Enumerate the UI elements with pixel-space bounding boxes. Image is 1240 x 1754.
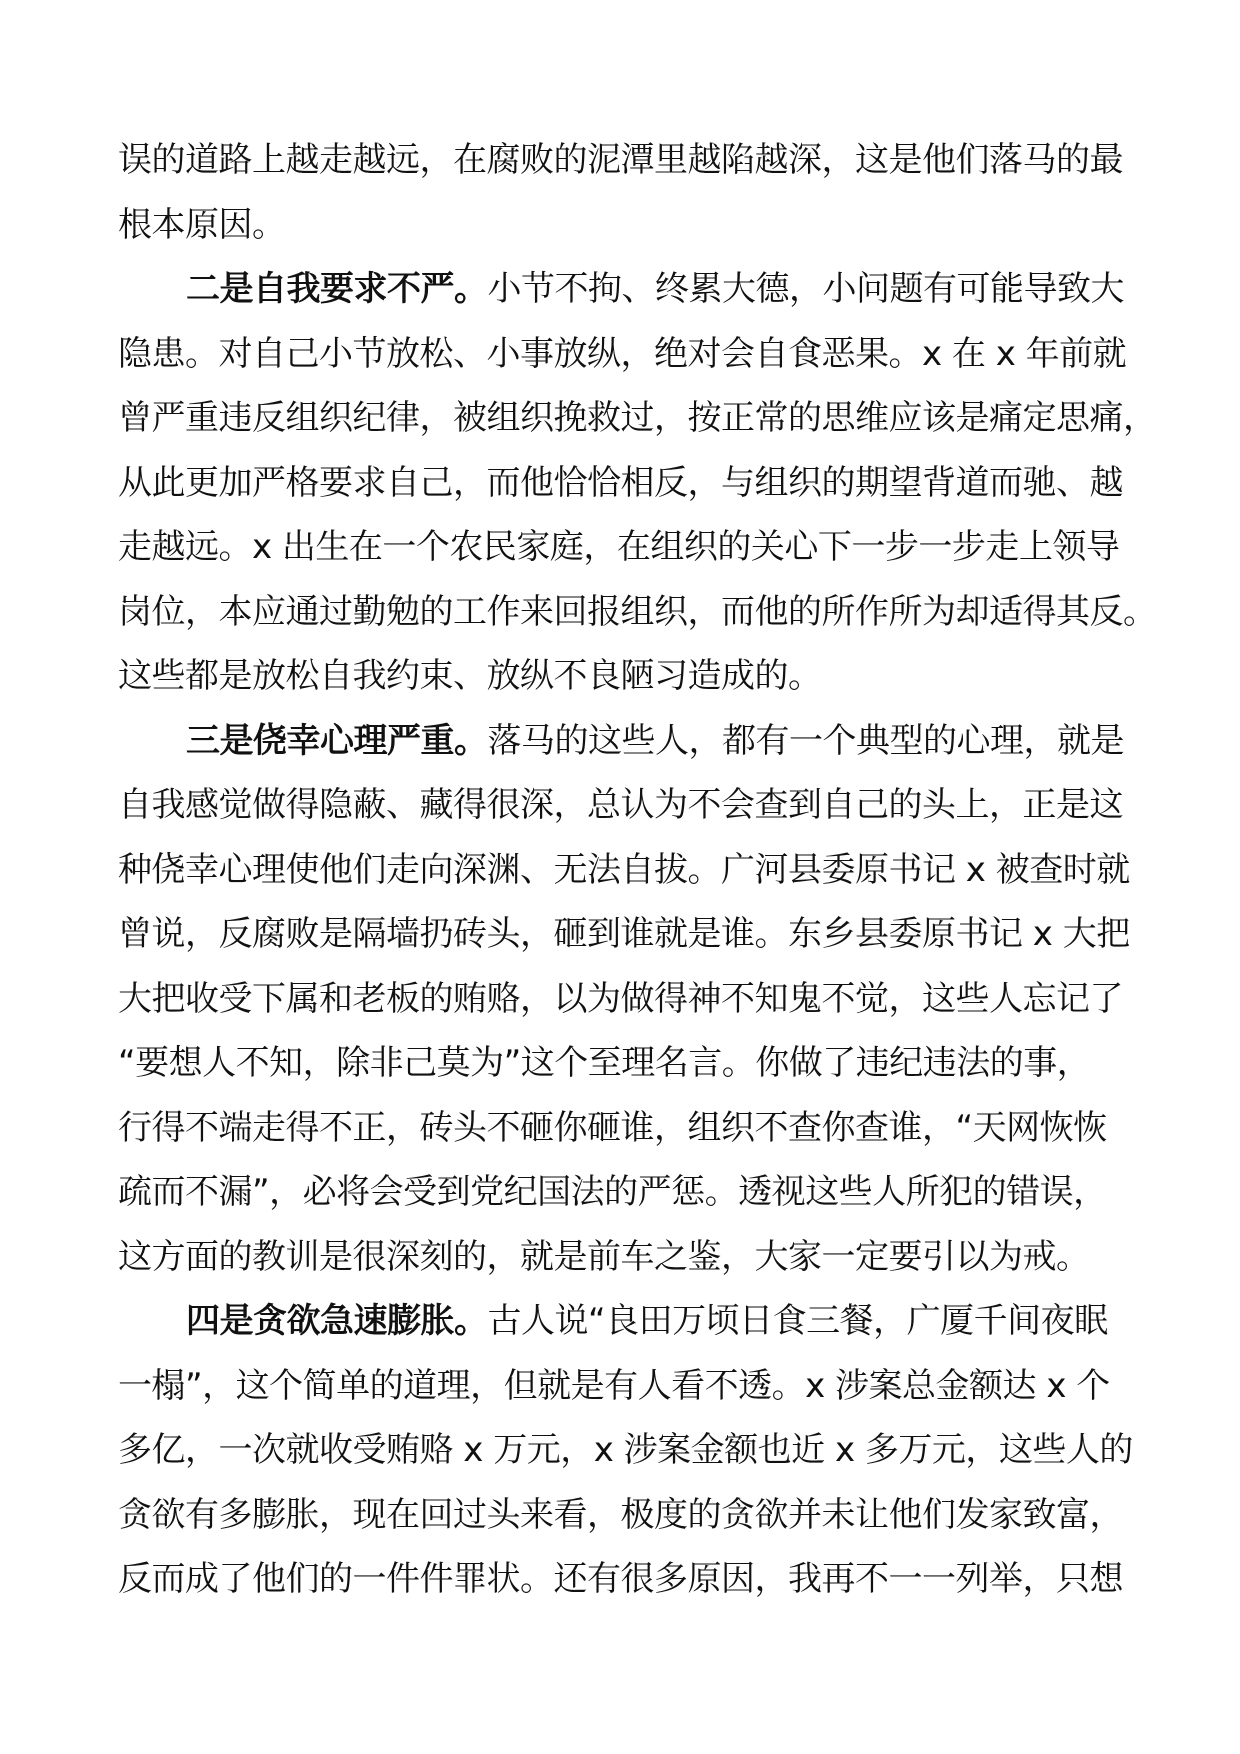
paragraph-heading: 三是侥幸心理严重。 bbox=[186, 720, 488, 761]
text-line: 一榻”，这个简单的道理，但就是有人看不透。x 涉案总金额达 x 个 bbox=[118, 1365, 1110, 1406]
paragraph-heading: 四是贪欲急速膨胀。 bbox=[186, 1301, 488, 1341]
text-line: 根本原因。 bbox=[118, 204, 286, 245]
text-line: 曾说，反腐败是隔墙扔砖头，砸到谁就是谁。东乡县委原书记 x 大把 bbox=[118, 914, 1130, 954]
text-fragment: 古人说“良田万顷日食三餐，广厦千间夜眠 bbox=[487, 1301, 1108, 1341]
document-body bbox=[118, 128, 1157, 1612]
text-line: 隐患。对自己小节放松、小事放纵，绝对会自食恶果。x 在 x 年前就 bbox=[118, 333, 1127, 374]
paragraph-heading: 二是自我要求不严。 bbox=[186, 269, 488, 309]
text-line: 行得不端走得不正，砖头不砸你砸谁，组织不查你查谁，“天网恢恢 bbox=[118, 1107, 1107, 1148]
text-fragment: 落马的这些人，都有一个典型的心理，就是 bbox=[487, 720, 1124, 761]
text-line: 大把收受下属和老板的贿赂，以为做得神不知鬼不觉，这些人忘记了 bbox=[118, 978, 1123, 1019]
text-line: 这些都是放松自我约束、放纵不良陋习造成的。 bbox=[118, 656, 822, 696]
text-line: 反而成了他们的一件件罪状。还有很多原因，我再不一一列举，只想 bbox=[118, 1559, 1123, 1599]
text-line: 岗位，本应通过勤勉的工作来回报组织，而他的所作所为却适得其反。 bbox=[118, 591, 1157, 632]
paragraph-continuation bbox=[118, 128, 1138, 257]
text-line: 从此更加严格要求自己，而他恰恰相反，与组织的期望背道而驰、越 bbox=[118, 462, 1123, 503]
paragraph-self-discipline bbox=[118, 257, 1157, 709]
text-line: 自我感觉做得隐蔽、藏得很深，总认为不会查到自己的头上，正是这 bbox=[118, 785, 1123, 825]
text-line: “要想人不知，除非己莫为”这个至理名言。你做了违纪违法的事， bbox=[118, 1043, 1091, 1083]
text-line: 种侥幸心理使他们走向深渊、无法自拔。广河县委原书记 x 被查时就 bbox=[118, 849, 1130, 890]
text-line: 误的道路上越走越远，在腐败的泥潭里越陷越深，这是他们落马的最 bbox=[118, 140, 1123, 180]
text-line: 走越远。x 出生在一个农民家庭，在组织的关心下一步一步走上领导 bbox=[118, 527, 1120, 567]
text-line: 曾严重违反组织纪律，被组织挽救过，按正常的思维应该是痛定思痛， bbox=[118, 398, 1157, 438]
text-fragment: 小节不拘、终累大德，小问题有可能导致大 bbox=[487, 269, 1124, 309]
paragraph-first-line bbox=[118, 257, 1138, 322]
text-line: 疏而不漏”，必将会受到党纪国法的严惩。透视这些人所犯的错误， bbox=[118, 1172, 1107, 1212]
text-line: 多亿，一次就收受贿赂 x 万元，x 涉案金额也近 x 多万元，这些人的 bbox=[118, 1430, 1133, 1470]
paragraph-greed bbox=[118, 1289, 1138, 1612]
paragraph-luck-mentality bbox=[118, 709, 1138, 1290]
text-line: 这方面的教训是很深刻的，就是前车之鉴，大家一定要引以为戒。 bbox=[118, 1236, 1090, 1277]
paragraph-first-line bbox=[118, 709, 1138, 774]
paragraph-first-line bbox=[118, 1289, 1138, 1354]
text-line: 贪欲有多膨胀，现在回过头来看，极度的贪欲并未让他们发家致富， bbox=[118, 1494, 1123, 1535]
